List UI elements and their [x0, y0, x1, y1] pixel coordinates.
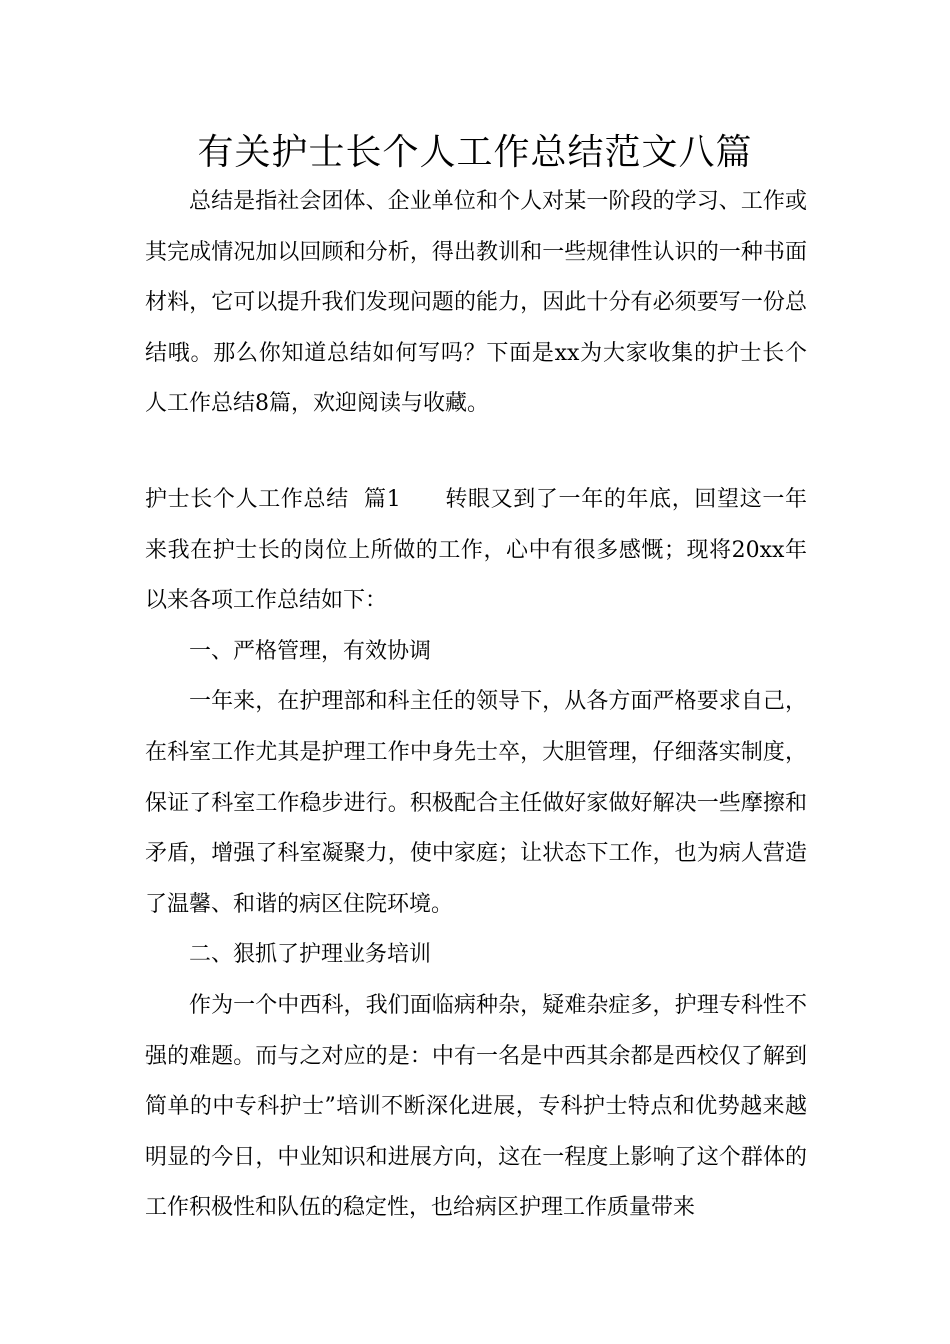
intro-paragraph: 总结是指社会团体、企业单位和个人对某一阶段的学习、工作或其完成情况加以回顾和分析，得出教训和一些规律性认识的一种书面材料，它可以提升我们发现问题的能力，因此十分有必须要写一份总结哦。那么你知道总结如何写吗？下面是xx为大家收集的护士长个人工作总结8篇，欢迎阅读与收藏。: [145, 189, 807, 417]
section-1-heading: 护士长个人工作总结 篇1: [145, 487, 401, 512]
intro-block: [145, 177, 807, 430]
section-1: [145, 475, 807, 1234]
paragraph-training: 作为一个中西科，我们面临病种杂，疑难杂症多，护理专科性不强的难题。而与之对应的是：中有一名是中西其余都是西校仅了解到简单的中专科护士”培训不断深化进展，专科护士特点和优势越来越明显的今日，中业知识和进展方向，这在一程度上影响了这个群体的工作积极性和队伍的稳定性，也给病区护理工作质量带来: [145, 992, 807, 1221]
section-1-first-paragraph: [145, 475, 807, 627]
section-1-opening: 转眼又到了一年的年底，回望这一年来我在护士长的岗位上所做的工作，心中有很多感慨；现将20xx年以来各项工作总结如下：: [145, 487, 807, 614]
subheading-2: 二、狠抓了护理业务培训: [189, 942, 432, 968]
document-title: 有关护士长个人工作总结范文八篇: [197, 132, 753, 173]
subheading-1: 一、严格管理，有效协调: [189, 638, 432, 664]
paragraph-management: 一年来，在护理部和科主任的领导下，从各方面严格要求自己，在科室工作尤其是护理工作中身先士卒，大胆管理，仔细落实制度，保证了科室工作稳步进行。积极配合主任做好家做好解决一些摩擦和矛盾，增强了科室凝聚力，使中家庭；让状态下工作，也为病人营造了温馨、和谐的病区住院环境。: [145, 689, 807, 917]
